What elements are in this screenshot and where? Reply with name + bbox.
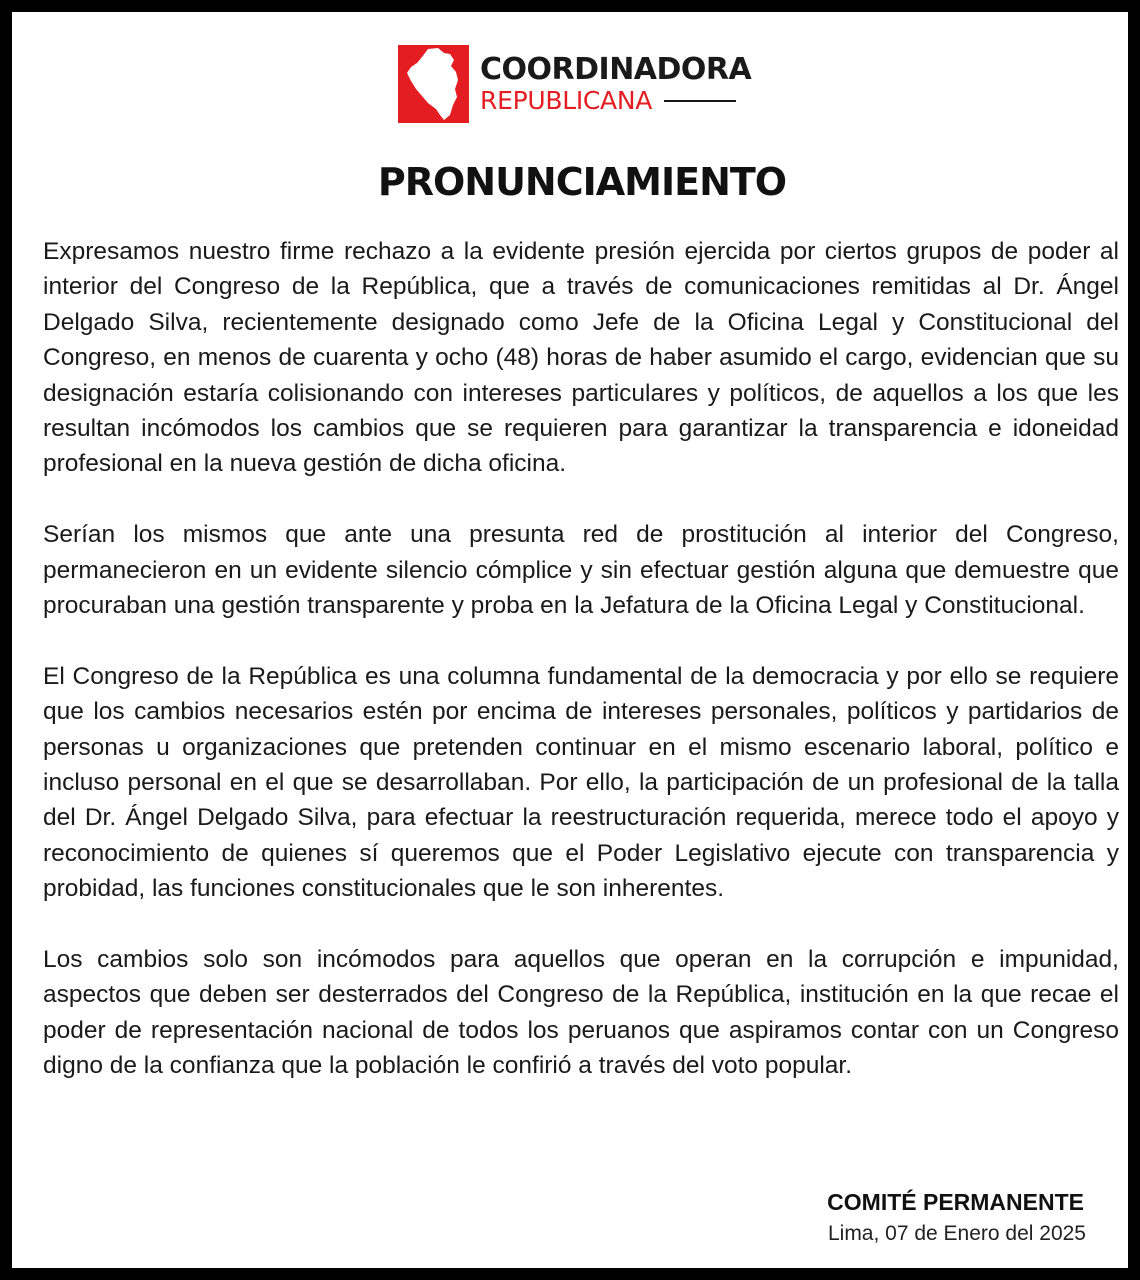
peru-map-icon — [398, 45, 469, 123]
signature-date: Lima, 07 de Enero del 2025 — [827, 1222, 1086, 1245]
document-title: PRONUNCIAMIENTO — [377, 160, 787, 204]
logo-divider — [664, 100, 736, 102]
logo-name-line1: COORDINADORA — [480, 52, 752, 87]
signature-block — [827, 1186, 1086, 1250]
logo-name-line2: REPUBLICANA — [480, 86, 653, 115]
signatory-name: COMITÉ PERMANENTE — [827, 1189, 1084, 1215]
paragraph: Expresamos nuestro firme rechazo a la evidente presión ejercida por ciertos grupos de poder al interior del Congreso de la República, que a través de comunicaciones remitidas al Dr. Ángel Delgado Silva, recientemente designado como Jefe de la Oficina Legal y Constitucional del Congreso, en menos de cuarenta y ocho (48) horas de haber asumido el cargo, evidencian que su designación estaría colisionando con intereses particulares y políticos, de aquellos a los que les resultan incómodos los cambios que se requieren para garantizar la transparencia e idoneidad profesional en la nueva gestión de dicha oficina. — [43, 238, 1119, 478]
document-body — [43, 234, 1119, 1119]
paragraph: Serían los mismos que ante una presunta red de prostitución al interior del Congreso, permanecieron en un evidente silencio cómplice y sin efectuar gestión alguna que demuestre que procuraban una gestión transparente y proba en la Jefatura de la Oficina Legal y Constitucional. — [43, 521, 1119, 620]
paragraph: Los cambios solo son incómodos para aquellos que operan en la corrupción e impunidad, aspectos que deben ser desterrados del Congreso de la República, institución en la que recae el poder de representación nacional de todos los peruanos que aspiramos contar con un Congreso digno de la confianza que la población le confirió a través del voto popular. — [43, 946, 1119, 1080]
organization-logo — [398, 45, 751, 123]
paragraph: El Congreso de la República es una columna fundamental de la democracia y por ello se requiere que los cambios necesarios estén por encima de intereses personales, políticos y partidarios de personas u organizaciones que pretenden continuar en el mismo escenario laboral, político e incluso personal en el que se desarrollaban. Por ello, la participación de un profesional de la talla del Dr. Ángel Delgado Silva, para efectuar la reestructuración requerida, merece todo el apoyo y reconocimiento de quienes sí queremos que el Poder Legislativo ejecute con transparencia y probidad, las funciones constitucionales que le son inherentes. — [43, 662, 1119, 903]
